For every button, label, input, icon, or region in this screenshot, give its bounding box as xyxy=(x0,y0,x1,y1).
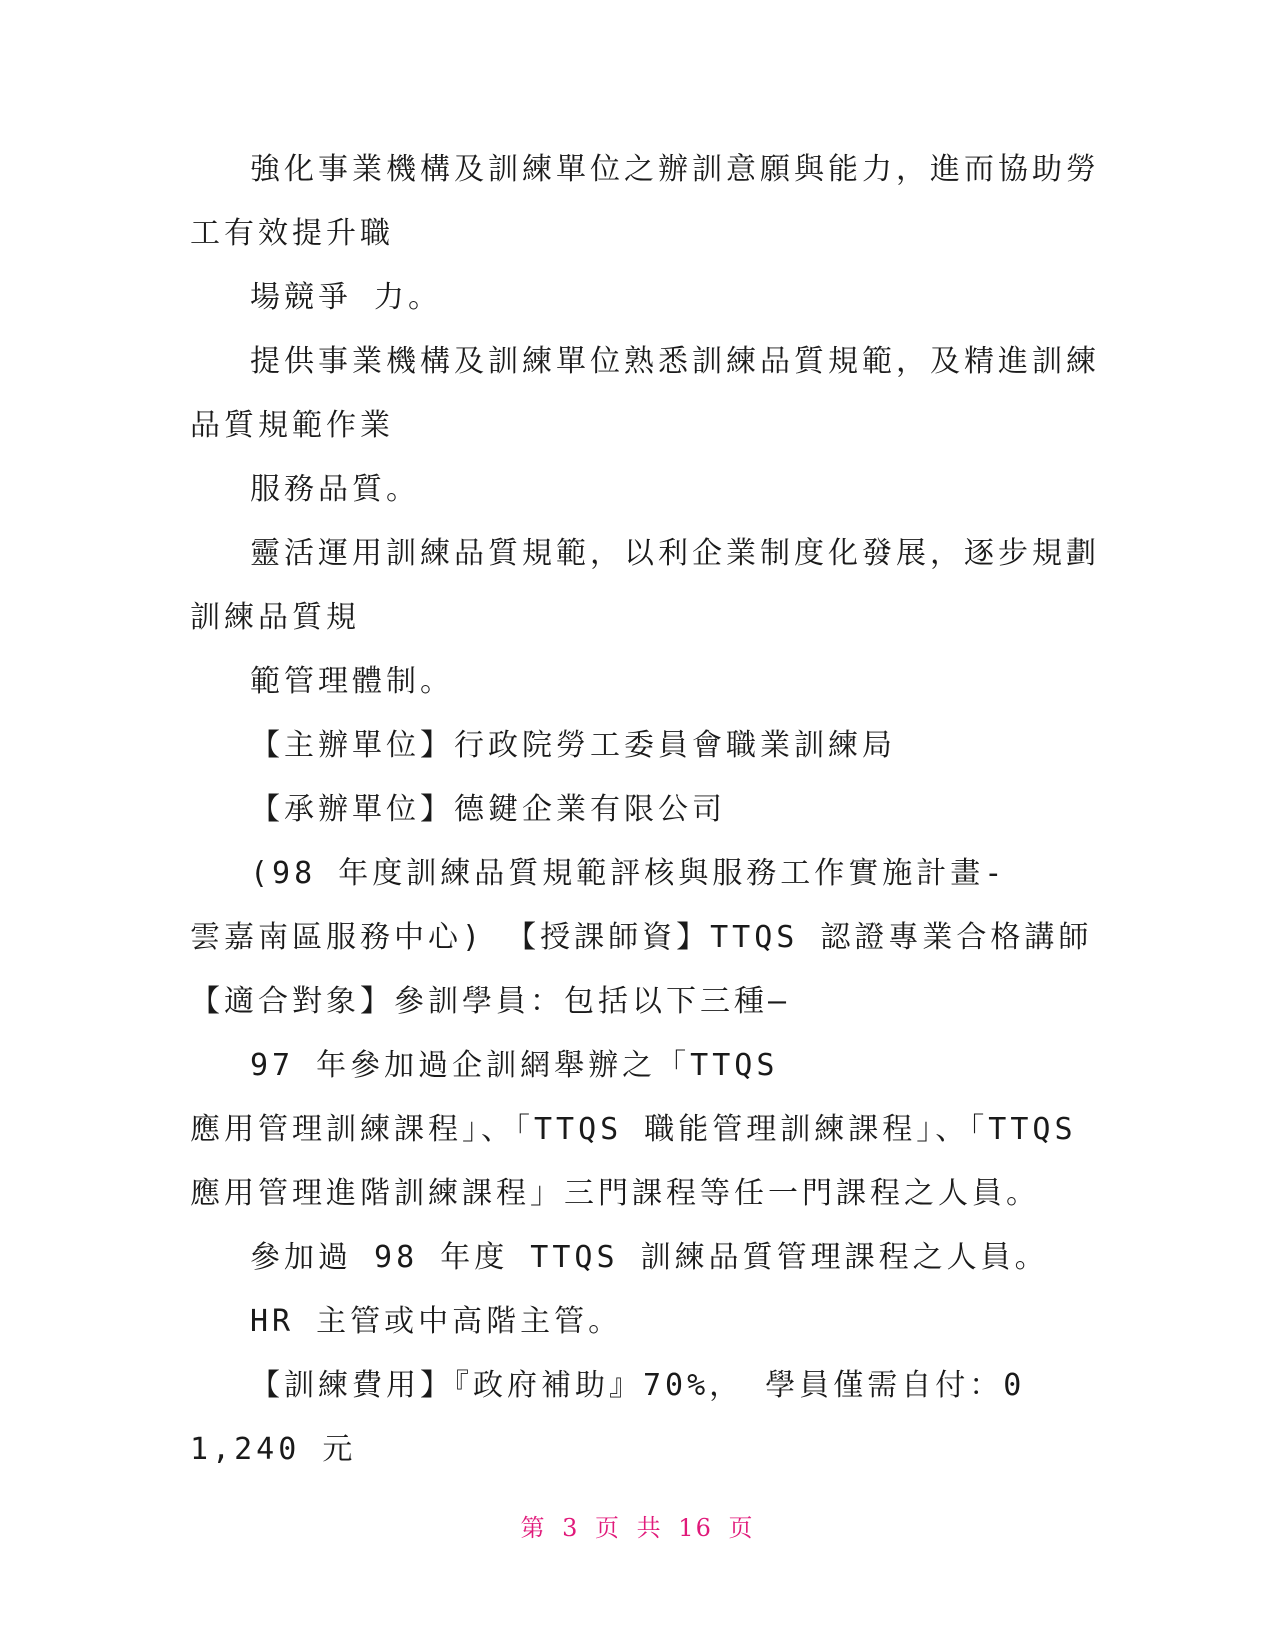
text-line: 強化事業機構及訓練單位之辦訓意願與能力，進而協助勞 xyxy=(250,152,1100,187)
text-line: 97 年參加過企訓網舉辦之「TTQS xyxy=(250,1048,779,1083)
text-line: 訓練品質規 xyxy=(190,600,360,635)
text-line: HR 主管或中高階主管。 xyxy=(250,1304,623,1339)
document-body xyxy=(190,138,1100,1482)
text-line: 場競爭 力。 xyxy=(250,280,443,315)
text-line: 品質規範作業 xyxy=(190,408,394,443)
text-line: 工有效提升職 xyxy=(190,216,394,251)
fee-line: 【訓練費用】『政府補助』70%， 學員僅需自付：0 xyxy=(250,1368,1026,1403)
audience-line: 【適合對象】參訓學員：包括以下三種— xyxy=(190,984,791,1019)
text-line: 應用管理進階訓練課程」三門課程等任一門課程之人員。 xyxy=(190,1176,1040,1211)
text-line: 提供事業機構及訓練單位熟悉訓練品質規範，及精進訓練 xyxy=(250,344,1100,379)
instructor-line: 雲嘉南區服務中心) 【授課師資】TTQS 認證專業合格講師 xyxy=(190,920,1093,955)
text-line: 範管理體制。 xyxy=(250,664,454,699)
text-line: (98 年度訓練品質規範評核與服務工作實施計畫- xyxy=(250,856,1007,891)
page-number-footer: 第 3 页 共 16 页 xyxy=(520,1514,755,1542)
text-line: 靈活運用訓練品質規範，以利企業制度化發展，逐步規劃 xyxy=(250,536,1100,571)
co-organizer-line: 【承辦單位】德鍵企業有限公司 xyxy=(250,792,726,827)
organizer-line: 【主辦單位】行政院勞工委員會職業訓練局 xyxy=(250,728,896,763)
text-line: 1,240 元 xyxy=(190,1432,357,1467)
text-line: 應用管理訓練課程」、「TTQS 職能管理訓練課程」、「TTQS xyxy=(190,1112,1077,1147)
text-line: 參加過 98 年度 TTQS 訓練品質管理課程之人員。 xyxy=(250,1240,1049,1275)
text-line: 服務品質。 xyxy=(250,472,420,507)
